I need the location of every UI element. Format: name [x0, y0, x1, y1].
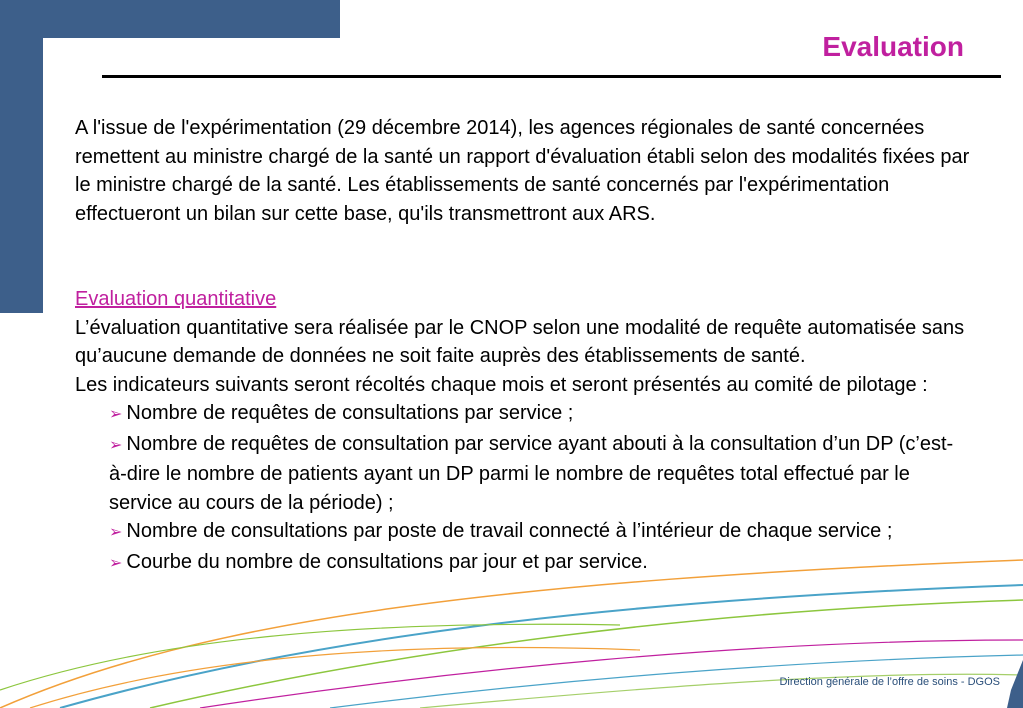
slide-body — [75, 114, 970, 578]
indicators-paragraph: Les indicateurs suivants seront récoltés chaque mois et seront présentés au comité de pilotage : — [75, 373, 928, 396]
footer-label: Direction générale de l’offre de soins - DGOS — [779, 676, 1000, 688]
corner-accent-shape — [1007, 660, 1023, 708]
arrow-right-icon: ➢ — [109, 554, 123, 572]
list-item — [109, 548, 970, 579]
intro-paragraph: A l'issue de l'expérimentation (29 décembre 2014), les agences régionales de santé concernées remettent au ministre chargé de la santé un rapport d'évaluation établi selon des modalités fixées par le ministre chargé de la santé. Les établissements de santé concernés par l'expérimentation effectueront un bilan sur cette base, qu'ils transmettront aux ARS. — [75, 117, 970, 225]
arrow-right-icon: ➢ — [109, 436, 123, 454]
spacer — [75, 228, 970, 285]
arrow-right-icon: ➢ — [109, 524, 123, 541]
arrow-right-icon: ➢ — [109, 406, 123, 423]
list-item — [109, 399, 970, 430]
list-item-text: Nombre de requêtes de consultations par service ; — [126, 402, 574, 424]
left-decor-bar — [0, 38, 43, 313]
slide-title: Evaluation — [822, 31, 964, 62]
section-heading-link[interactable]: Evaluation quantitative — [75, 288, 277, 310]
quantitative-paragraph: L’évaluation quantitative sera réalisée par le CNOP selon une modalité de requête automatisée sans qu’aucune demande de données ne soit faite auprès des établissements de santé. — [75, 316, 965, 367]
corner-decor-block — [0, 0, 340, 38]
list-item-text: Nombre de consultations par poste de travail connecté à l’intérieur de chaque service ; — [126, 520, 893, 542]
indicator-list — [75, 399, 970, 578]
list-item-text: Courbe du nombre de consultations par jour et par service. — [126, 550, 648, 573]
list-item — [109, 517, 970, 548]
list-item-text: Nombre de requêtes de consultation par service ayant abouti à la consultation d’un DP (c’est-à-dire le nombre de patients ayant un DP parmi le nombre de requêtes total effectué par le service au cours de la période) ; — [109, 432, 954, 514]
title-divider — [102, 75, 1001, 78]
list-item — [109, 430, 970, 518]
